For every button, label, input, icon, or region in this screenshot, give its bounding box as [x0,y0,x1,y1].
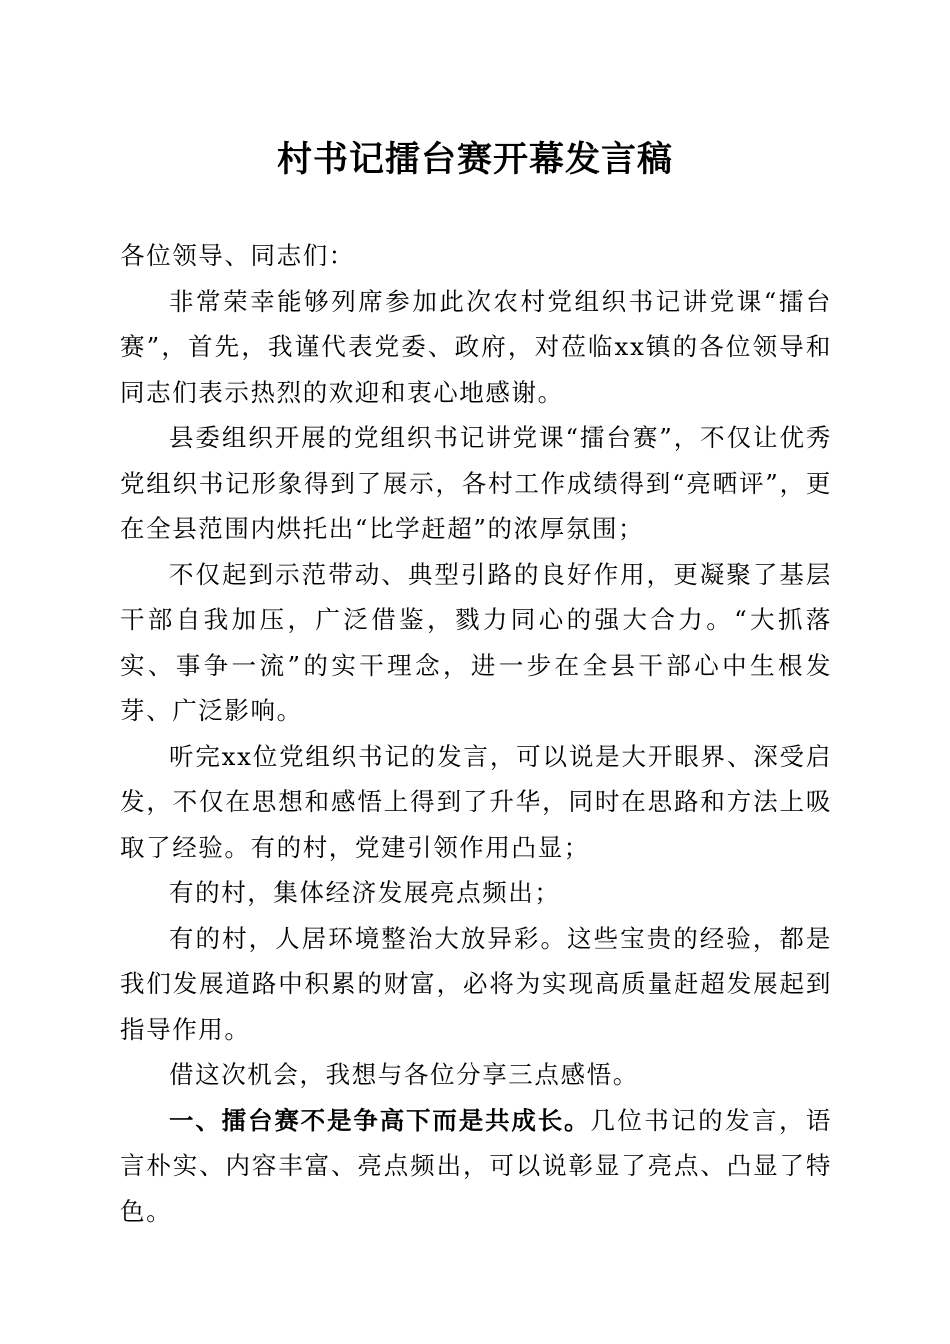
point-one-paragraph [120,1098,832,1235]
paragraph-5: 有的村，集体经济发展亮点频出； [169,878,561,907]
paragraph-3: 不仅起到示范带动、典型引路的良好作用，更凝聚了基层干部自我加压，广泛借鉴，戮力同心的强大合力。“大抓落实、事争一流”的实干理念，进一步在全县干部心中生根发芽、广泛影响。 [120,559,832,725]
paragraph-4: 听完xx位党组织书记的发言，可以说是大开眼界、深受启发，不仅在思想和感悟上得到了升华，同时在思路和方法上吸取了经验。有的村，党建引领作用凸显； [120,741,832,862]
document-body [120,233,832,1234]
paragraph-6: 有的村，人居环境整治大放异彩。这些宝贵的经验，都是我们发展道路中积累的财富，必将为实现高质量赶超发展起到指导作用。 [120,923,832,1044]
point-one-text: 几位书记的发言，语言朴实、内容丰富、亮点频出，可以说彰显了亮点、凸显了特色。 [120,1105,833,1226]
paragraph-1: 非常荣幸能够列席参加此次农村党组织书记讲党课“擂台赛”，首先，我谨代表党委、政府，对莅临xx镇的各位领导和同志们表示热烈的欢迎和衷心地感谢。 [120,286,832,407]
paragraph-2: 县委组织开展的党组织书记讲党课“擂台赛”，不仅让优秀党组织书记形象得到了展示，各村工作成绩得到“亮晒评”，更在全县范围内烘托出“比学赶超”的浓厚氛围； [120,423,832,543]
point-one-heading: 一、擂台赛不是争高下而是共成长。 [169,1105,591,1135]
document-title: 村书记擂台赛开幕发言稿 [276,139,673,180]
salutation: 各位领导、同志们： [120,241,355,270]
paragraph-7: 借这次机会，我想与各位分享三点感悟。 [169,1060,639,1089]
